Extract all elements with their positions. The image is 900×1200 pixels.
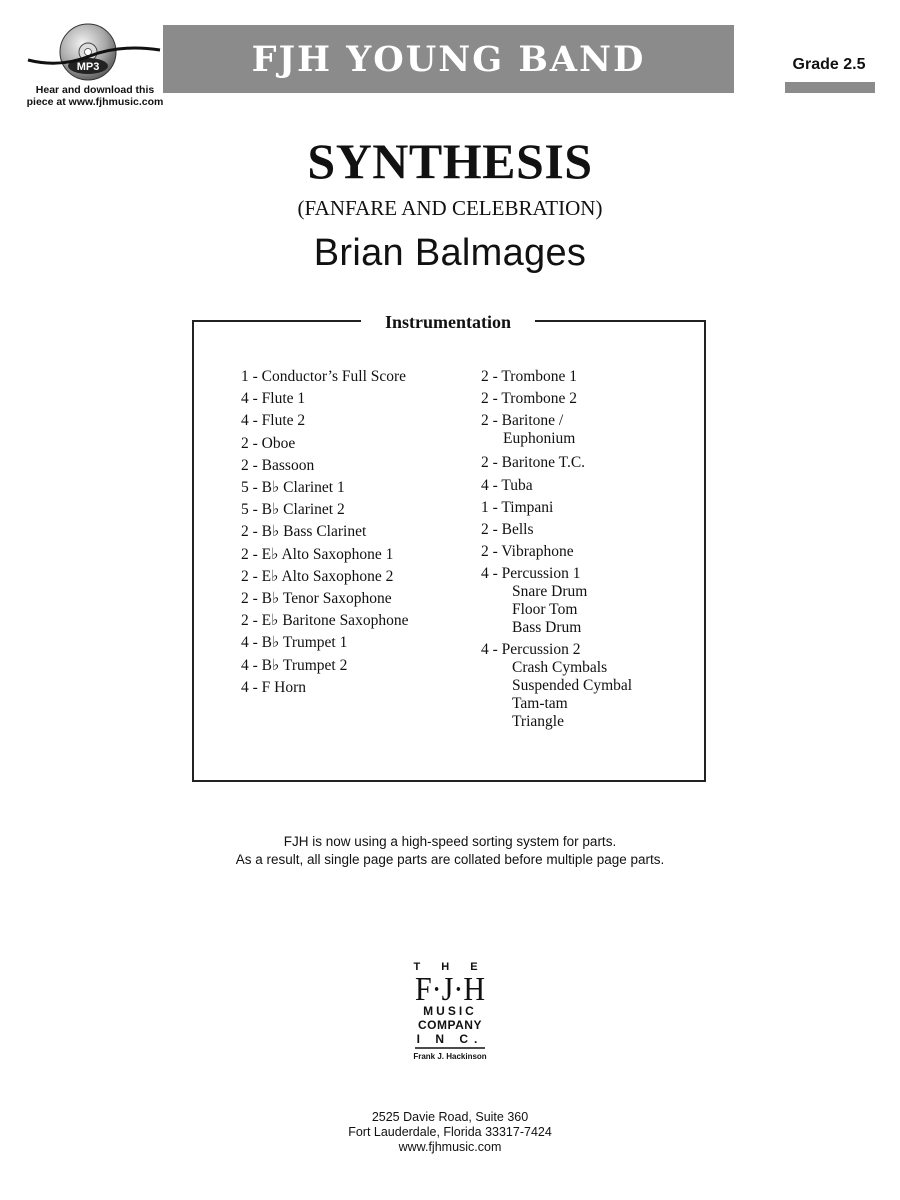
- list-subitem: Triangle: [512, 713, 564, 731]
- list-item: 2 - B♭ Bass Clarinet: [241, 523, 367, 541]
- list-subitem: Euphonium: [503, 430, 576, 448]
- instrumentation-heading: Instrumentation: [361, 310, 535, 334]
- publisher-address: [0, 1110, 900, 1155]
- list-item: 1 - Timpani: [481, 498, 554, 516]
- sorting-note: [0, 833, 900, 869]
- list-item: 5 - B♭ Clarinet 2: [241, 501, 345, 519]
- mp3-caption-line2[interactable]: piece at www.fjhmusic.com: [26, 96, 164, 108]
- list-item: 2 - E♭ Baritone Saxophone: [241, 612, 409, 630]
- piece-subtitle: (FANFARE AND CELEBRATION): [297, 196, 603, 220]
- list-item: 4 - Percussion 1: [481, 565, 581, 583]
- list-item: 4 - Tuba: [481, 476, 533, 494]
- list-item: 5 - B♭ Clarinet 1: [241, 479, 345, 497]
- list-item: 4 - Flute 1: [241, 390, 306, 408]
- list-item: 4 - Flute 2: [241, 412, 306, 430]
- list-subitem: Suspended Cymbal: [512, 677, 633, 695]
- note-line: FJH is now using a high-speed sorting system for parts.: [283, 834, 617, 849]
- list-item: 2 - Baritone T.C.: [481, 454, 586, 472]
- note-line: As a result, all single page parts are collated before multiple page parts.: [235, 852, 665, 867]
- piece-title: SYNTHESIS: [307, 133, 593, 189]
- list-item: 2 - B♭ Tenor Saxophone: [241, 590, 392, 608]
- list-item: 1 - Conductor’s Full Score: [241, 368, 407, 385]
- list-item: 2 - Trombone 2: [481, 390, 578, 408]
- instrumentation-left-column: [241, 366, 408, 699]
- mp3-badge-text: MP3: [76, 61, 100, 73]
- logo-fjh-mark: F·J·H: [415, 971, 485, 1008]
- list-subitem: Snare Drum: [512, 583, 588, 601]
- list-item: 2 - Trombone 1: [481, 368, 578, 385]
- list-item: 4 - F Horn: [241, 678, 307, 696]
- logo-founder-text: Frank J. Hackinson: [413, 1052, 487, 1061]
- list-subitem: Crash Cymbals: [512, 659, 608, 677]
- list-item: 4 - B♭ Trumpet 2: [241, 656, 348, 674]
- address-line: 2525 Davie Road, Suite 360: [371, 1110, 529, 1124]
- list-item: 2 - E♭ Alto Saxophone 1: [241, 545, 394, 563]
- logo-music-text: MUSIC: [423, 1004, 477, 1018]
- grade-label: Grade 2.5: [792, 56, 866, 73]
- list-item: 2 - Oboe: [241, 434, 296, 452]
- mp3-download-badge: [20, 20, 170, 112]
- website-link[interactable]: www.fjhmusic.com: [398, 1140, 502, 1154]
- composer-name: Brian Balmages: [313, 232, 587, 274]
- list-item: 2 - E♭ Alto Saxophone 2: [241, 567, 394, 585]
- disc-swoosh-icon: [20, 38, 170, 68]
- list-item: 2 - Baritone /: [481, 412, 564, 430]
- mp3-caption-line1: Hear and download this: [35, 84, 155, 96]
- series-banner: [163, 25, 734, 93]
- list-item: 2 - Bassoon: [241, 456, 315, 474]
- series-title: FJH YOUNG BAND: [251, 38, 646, 80]
- list-item: 4 - B♭ Trumpet 1: [241, 634, 348, 652]
- list-item: 4 - Percussion 2: [481, 641, 581, 659]
- list-subitem: Floor Tom: [512, 601, 578, 619]
- list-item: 2 - Vibraphone: [481, 543, 574, 561]
- fjh-publisher-logo: [413, 958, 487, 1066]
- address-line: Fort Lauderdale, Florida 33317-7424: [348, 1125, 552, 1139]
- instrumentation-right-column: [481, 366, 632, 731]
- logo-the-text: T H E: [413, 961, 487, 973]
- list-item: 2 - Bells: [481, 521, 534, 539]
- list-subitem: Tam-tam: [512, 695, 568, 713]
- grade-bar: [785, 82, 875, 93]
- list-subitem: Bass Drum: [512, 619, 582, 637]
- logo-inc-text: I N C.: [416, 1032, 484, 1046]
- logo-company-text: COMPANY: [418, 1018, 482, 1032]
